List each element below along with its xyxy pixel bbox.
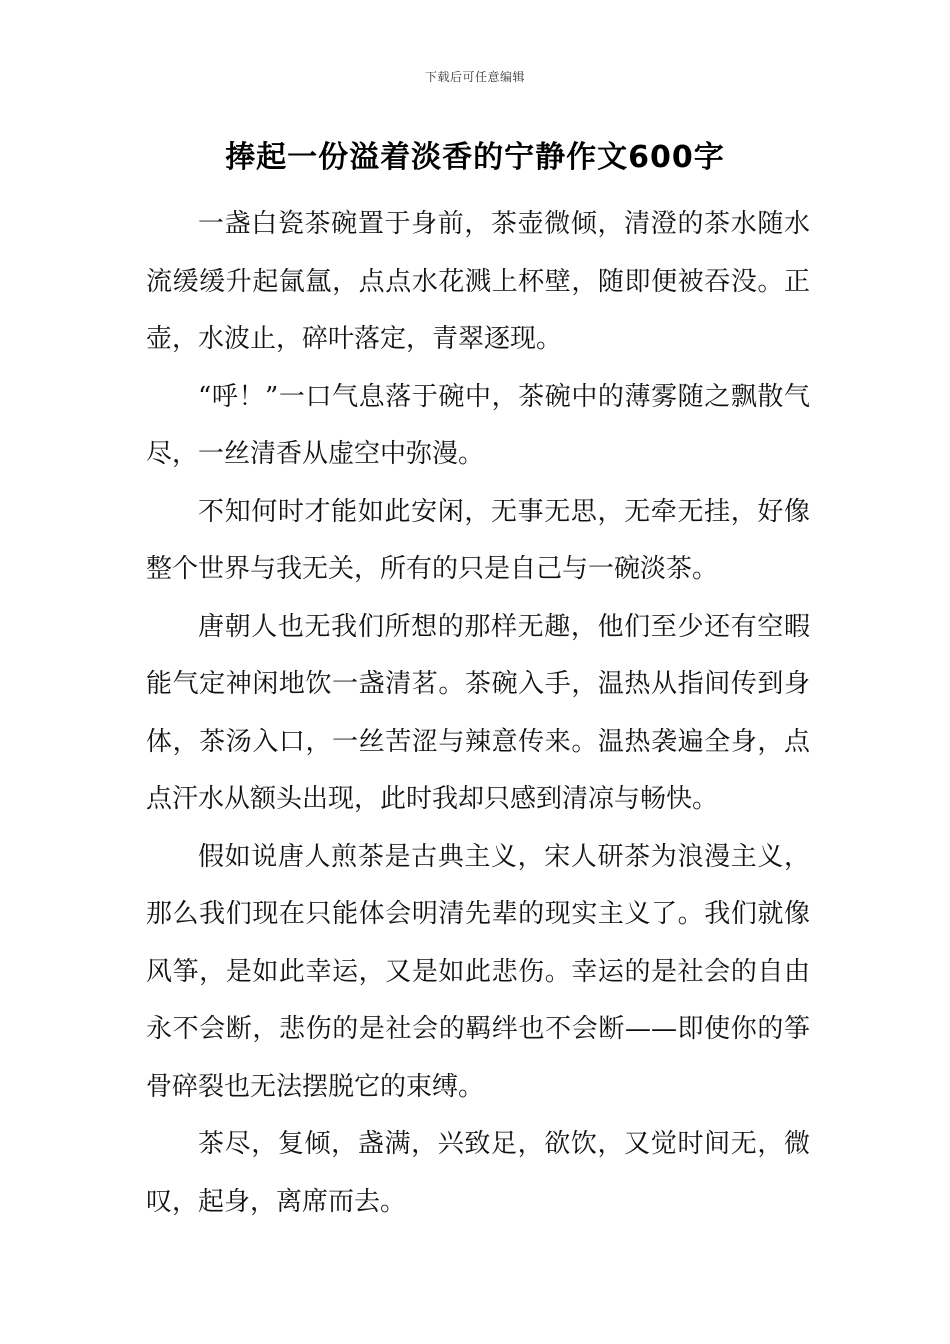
document-title: 捧起一份溢着淡香的宁静作文600字 (225, 140, 725, 175)
paragraph-2: “呼！”一口气息落于碗中，茶碗中的薄雾随之飘散气尽，一丝清香从虚空中弥漫。 (146, 381, 810, 469)
paragraph-3: 不知何时才能如此安闲，无事无思，无牵无挂，好像整个世界与我无关，所有的只是自己与一碗淡茶。 (146, 496, 810, 584)
paragraph-4: 唐朝人也无我们所想的那样无趣，他们至少还有空暇能气定神闲地饮一盏清茗。茶碗入手，温热从指间传到身体，茶汤入口，一丝苦涩与辣意传来。温热袭遍全身，点点汗水从额头出现，此时我却只感到清凉与畅快。 (146, 611, 810, 814)
paragraph-1: 一盏白瓷茶碗置于身前，茶壶微倾，清澄的茶水随水流缓缓升起氤氲，点点水花溅上杯壁，随即便被吞没。正壶，水波止，碎叶落定，青翠逐现。 (146, 209, 810, 354)
paragraph-5: 假如说唐人煎茶是古典主义，宋人研茶为浪漫主义，那么我们现在只能体会明清先辈的现实主义了。我们就像风筝，是如此幸运，又是如此悲伤。幸运的是社会的自由永不会断，悲伤的是社会的羁绊也不会断——即使你的筝骨碎裂也无法摆脱它的束缚。 (146, 841, 810, 1102)
header-note: 下载后可任意编辑 (424, 70, 525, 84)
paragraph-6: 茶尽，复倾，盏满，兴致足，欲饮，又觉时间无，微叹，起身，离席而去。 (146, 1129, 810, 1217)
document-body (146, 196, 810, 1231)
